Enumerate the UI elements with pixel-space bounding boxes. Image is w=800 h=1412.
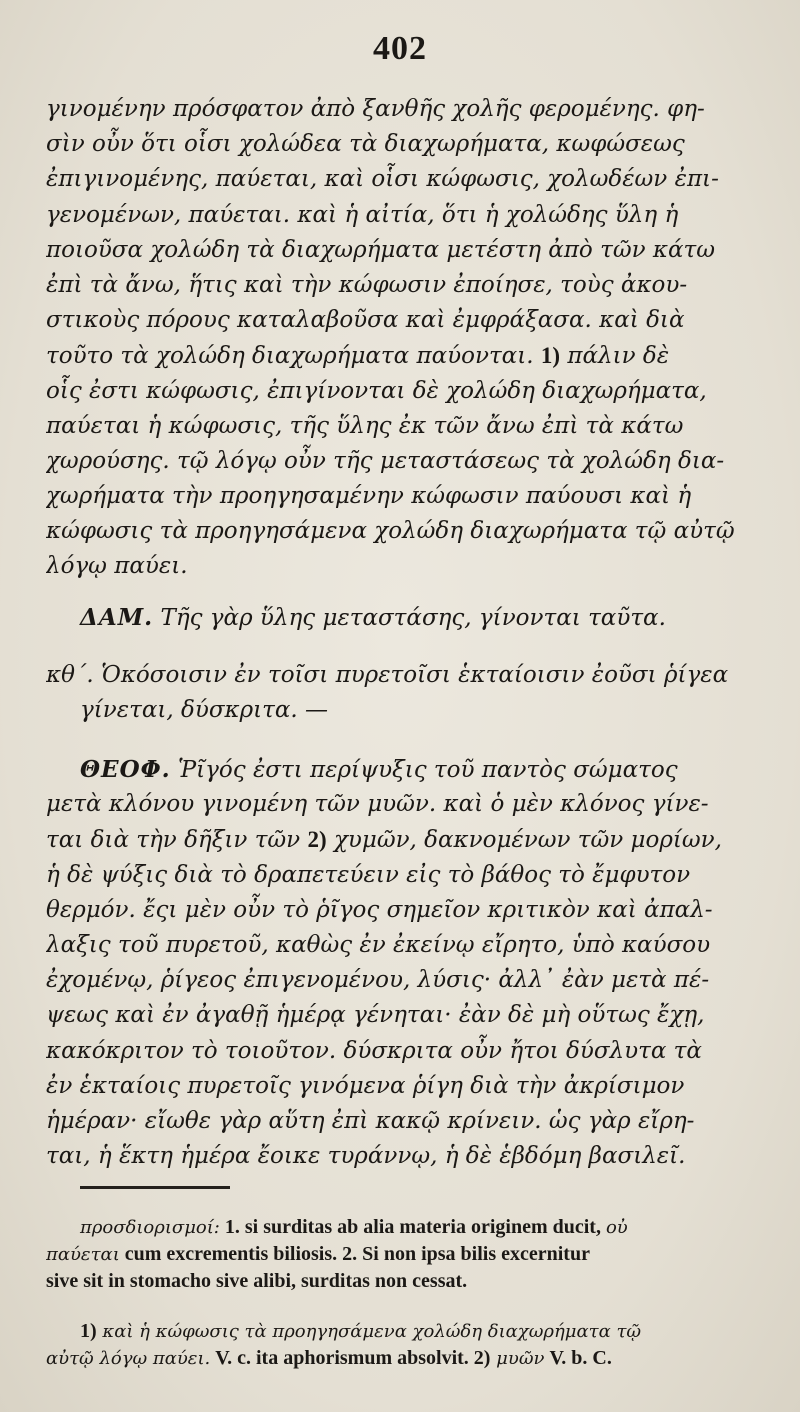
- text-line: ἐπιγινομένης, παύεται, καὶ οἷσι κώφωσις, χολωδέων ἐπι-: [46, 166, 719, 193]
- text-line: λόγῳ παύει.: [46, 553, 188, 580]
- dam-remark: [46, 600, 776, 635]
- footnote-line: [46, 1345, 781, 1372]
- footnote-number: 2): [473, 1347, 491, 1369]
- footnote-text: παύεται: [46, 1244, 120, 1265]
- footnote-text: καὶ ἡ κώφωσις τὰ προηγησάμενα χολώδη διαχωρήματα τῷ: [96, 1321, 642, 1342]
- text-line: [46, 338, 776, 373]
- text-line: στικοὺς πόρους καταλαβοῦσα καὶ ἐμφράξασα. καὶ διὰ: [46, 307, 685, 334]
- footnote-text: αὐτῷ λόγῳ παύει.: [46, 1348, 211, 1369]
- footnote-text: V. b. C.: [544, 1347, 612, 1369]
- footnote-line: [46, 1241, 781, 1268]
- text-line: λαξις τοῦ πυρετοῦ, καθὼς ἐν ἐκείνῳ εἴρητο, ὑπὸ καύσου: [46, 931, 711, 958]
- footnote-prosdiorismoi: [46, 1214, 781, 1295]
- text-line: γινομένην πρόσφατον ἀπὸ ξανθῆς χολῆς φερομένης. φη-: [46, 96, 705, 122]
- text-segment: χυμῶν, δακνομένων τῶν μορίων,: [326, 827, 722, 854]
- text-line: θερμόν. ἔςι μὲν οὖν τὸ ῥῖγος σημεῖον κριτικὸν καὶ ἀπαλ-: [46, 896, 713, 923]
- text-line: [46, 822, 776, 857]
- footnote-line: [46, 1214, 781, 1241]
- text-line: ψεως καὶ ἐν ἀγαθῇ ἡμέρᾳ γένηται· ἐὰν δὲ μὴ οὕτως ἔχῃ,: [46, 1002, 705, 1029]
- text-segment: πάλιν δὲ: [560, 343, 670, 370]
- text-line: παύεται ἡ κώφωσις, τῆς ὕλης ἐκ τῶν ἄνω ἐπὶ τὰ κάτω: [46, 412, 684, 439]
- footnote-text: sive sit in stomacho sive alibi, surditas non cessat.: [46, 1270, 468, 1292]
- text-segment: Ῥῖγός ἐστι περίψυξις τοῦ παντὸς σώματος: [177, 757, 678, 783]
- footnote-line: [46, 1268, 781, 1295]
- footnote-ref-1: 1): [540, 343, 561, 369]
- text-line: κακόκριτον τὸ τοιοῦτον. δύσκριτα οὖν ἤτοι δύσλυτα τὰ: [46, 1037, 702, 1064]
- text-line: σὶν οὖν ὅτι οἷσι χολώδεα τὰ διαχωρήματα, κωφώσεως: [46, 131, 685, 158]
- commentary-paragraph: [46, 92, 776, 585]
- text-segment: ται διὰ τὴν δῆξιν τῶν: [46, 827, 308, 854]
- text-line: γενομένων, παύεται. καὶ ἡ αἰτία, ὅτι ἡ χολώδης ὕλη ἡ: [46, 201, 679, 228]
- footnote-text: 1. si surditas ab alia materia originem ducit,: [219, 1216, 606, 1238]
- text-line: οἷς ἐστι κώφωσις, ἐπιγίνονται δὲ χολώδη διαχωρήματα,: [46, 377, 707, 404]
- page-number: 402: [373, 30, 427, 67]
- text-line: [46, 658, 776, 693]
- text-line: ται, ἡ ἕκτη ἡμέρα ἔοικε τυράννῳ, ἡ δὲ ἑβδόμη βασιλεῖ.: [46, 1143, 686, 1170]
- footnote-line: [46, 1318, 781, 1345]
- footnote-ref-2: 2): [307, 827, 327, 853]
- text-line: γίνεται, δύσκριτα. —: [80, 697, 329, 724]
- aphorism: [46, 658, 776, 728]
- theophilus-commentary: [46, 752, 776, 1174]
- speaker-label: ΔΑΜ.: [80, 604, 154, 631]
- text-line: χωρούσης. τῷ λόγῳ οὖν τῆς μεταστάσεως τὰ χολώδη δια-: [46, 447, 725, 474]
- text-segment: τοῦτο τὰ χολώδη διαχωρήματα παύονται.: [46, 343, 541, 370]
- remark-text: Τῆς γὰρ ὕλης μεταστάσης, γίνονται ταῦτα.: [160, 605, 666, 631]
- footnote-label: προσδιορισμοί:: [80, 1217, 220, 1238]
- text-line: κώφωσις τὰ προηγησάμενα χολώδη διαχωρήματα τῷ αὐτῷ: [46, 518, 735, 545]
- text-line: ποιοῦσα χολώδη τὰ διαχωρήματα μετέστη ἀπὸ τῶν κάτω: [46, 236, 715, 263]
- footnote-variants: [46, 1318, 781, 1372]
- text-line: [46, 600, 776, 635]
- aphorism-text: Ὁκόσοισιν ἐν τοῖσι πυρετοῖσι ἑκταίοισιν ἐοῦσι ῥίγεα: [101, 662, 729, 688]
- aphorism-number: κθ΄.: [46, 662, 94, 688]
- text-line: ἡμέραν· εἴωθε γὰρ αὕτη ἐπὶ κακῷ κρίνειν. ὡς γὰρ εἴρη-: [46, 1107, 695, 1134]
- text-line: ἡ δὲ ψύξις διὰ τὸ δραπετεύειν εἰς τὸ βάθος τὸ ἔμφυτον: [46, 861, 691, 888]
- text-line: ἐπὶ τὰ ἄνω, ἥτις καὶ τὴν κώφωσιν ἐποίησε, τοὺς ἀκου-: [46, 271, 688, 298]
- text-line: [46, 752, 776, 787]
- footnote-text: μυῶν: [490, 1348, 545, 1369]
- text-line: χωρήματα τὴν προηγησαμένην κώφωσιν παύουσι καὶ ἡ: [46, 483, 692, 510]
- footnote-rule: [80, 1186, 230, 1189]
- text-line: μετὰ κλόνου γινομένη τῶν μυῶν. καὶ ὁ μὲν κλόνος γίνε-: [46, 791, 709, 818]
- footnote-number: 1): [80, 1320, 97, 1342]
- text-line: ἐχομένῳ, ῥίγεος ἐπιγενομένου, λύσις· ἀλλ᾽ ἐὰν μετὰ πέ-: [46, 967, 710, 994]
- footnote-text: οὐ: [605, 1217, 628, 1238]
- speaker-label: ΘΕΟΦ.: [80, 756, 171, 783]
- footnote-text: V. c. ita aphorismum absolvit.: [210, 1347, 474, 1369]
- footnote-text: cum excrementis biliosis. 2. Si non ipsa bilis excernitur: [119, 1243, 590, 1265]
- text-line: ἐν ἑκταίοις πυρετοῖς γινόμενα ῥίγη διὰ τὴν ἀκρίσιμον: [46, 1072, 685, 1099]
